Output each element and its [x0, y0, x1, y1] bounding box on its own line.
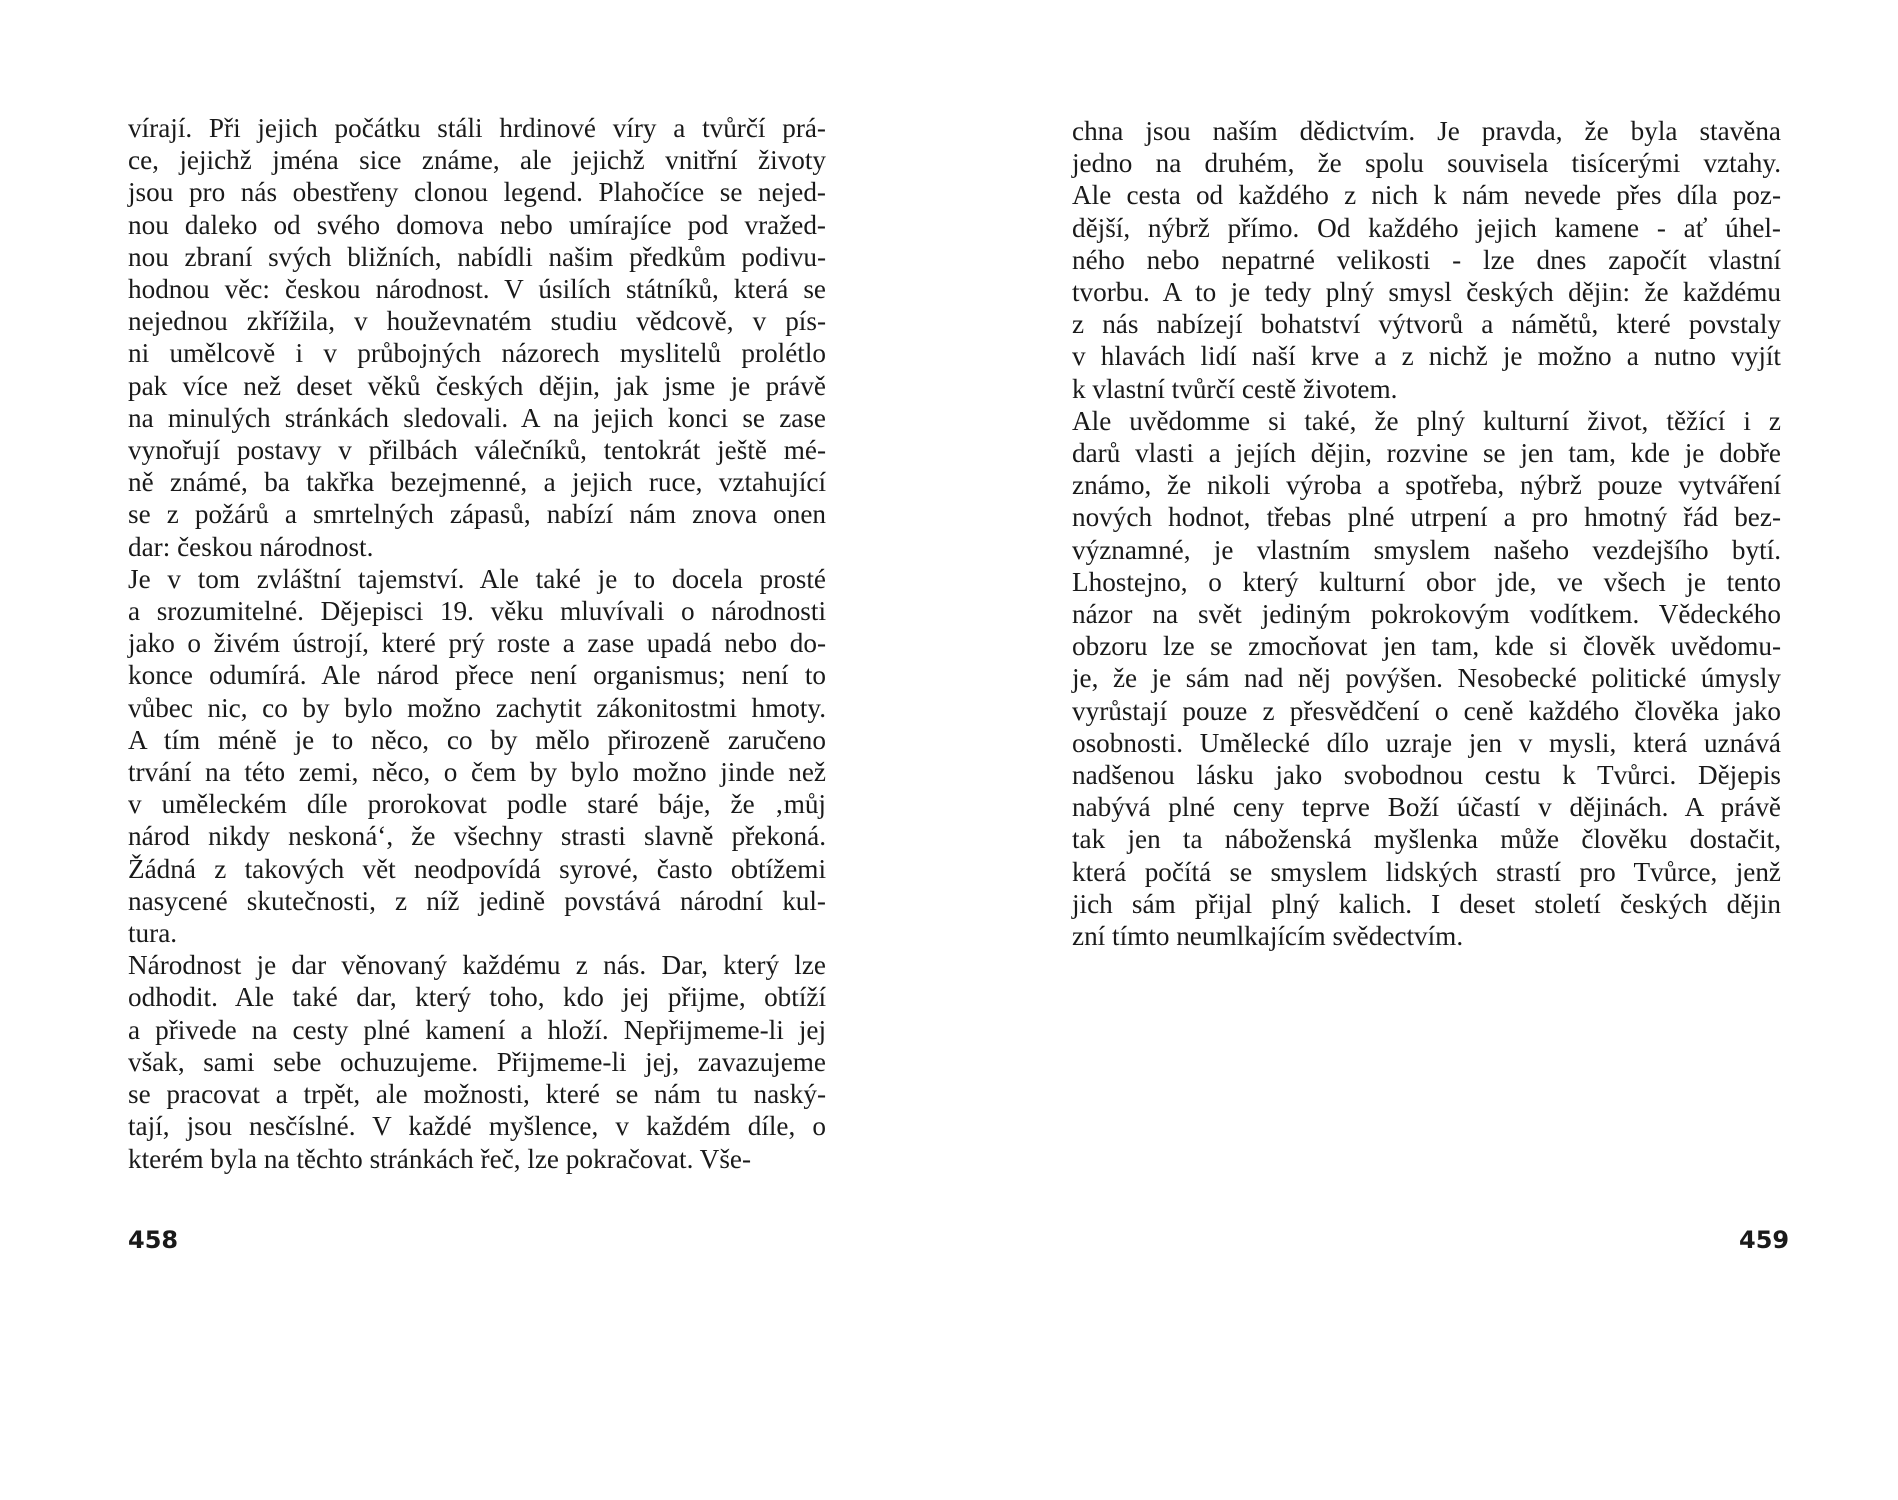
right-page-text: [1072, 115, 1781, 952]
page-number: 458: [128, 1226, 179, 1254]
text-line: a srozumitelné. Dějepisci 19. věku mluvívali o národnosti: [128, 596, 826, 627]
text-line: Ale uvědomme si také, že plný kulturní život, těžící i z: [1072, 405, 1781, 436]
text-line: ného nebo nepatrné velikosti - lze dnes započít vlastní: [1072, 244, 1781, 275]
text-line: nadšenou lásku jako svobodnou cestu k Tvůrci. Dějepis: [1072, 760, 1781, 791]
text-line: chna jsou naším dědictvím. Je pravda, že byla stavěna: [1072, 116, 1781, 146]
text-line: jsou pro nás obestřeny clonou legend. Plahočíce se nejed-: [128, 177, 826, 208]
text-line: tvorbu. A to je tedy plný smysl českých dějin: že každému: [1072, 277, 1781, 308]
text-line: nou daleko od svého domova nebo umírajíce pod vražed-: [128, 209, 826, 240]
text-line: však, sami sebe ochuzujeme. Přijmeme-li jej, zavazujeme: [128, 1046, 826, 1077]
text-line: tura.: [128, 918, 178, 949]
text-line: k vlastní tvůrčí cestě životem.: [1072, 373, 1398, 404]
text-line: vynořují postavy v přilbách válečníků, tentokrát ještě mé-: [128, 435, 826, 466]
text-line: nových hodnot, třebas plné utrpení a pro hmotný řád bez-: [1072, 502, 1781, 533]
text-line: Žádná z takových vět neodpovídá syrové, často obtížemi: [128, 853, 826, 884]
text-line: se z požárů a smrtelných zápasů, nabízí nám znova onen: [128, 499, 826, 530]
page-number: 459: [1739, 1226, 1790, 1254]
text-line: nabývá plné ceny teprve Boží účastí v dějinách. A právě: [1072, 792, 1781, 823]
text-line: osobnosti. Umělecké dílo uzraje jen v mysli, která uznává: [1072, 727, 1781, 758]
text-line: významné, je vlastním smyslem našeho vezdejšího bytí.: [1072, 534, 1781, 565]
text-line: na minulých stránkách sledovali. A na jejich konci se zase: [128, 402, 826, 433]
text-line: v hlavách lidí naší krve a z nichž je možno a nutno vyjít: [1072, 341, 1781, 372]
text-line: Národnost je dar věnovaný každému z nás. Dar, který lze: [128, 950, 826, 981]
text-line: nou zbraní svých bližních, nabídli našim předkům podivu-: [128, 241, 826, 272]
text-line: obzoru lze se zmocňovat jen tam, kde si člověk uvědomu-: [1072, 631, 1781, 662]
text-line: tak jen ta náboženská myšlenka může člověku dostačit,: [1072, 824, 1781, 855]
text-line: jako o živém ústrojí, které prý roste a zase upadá nebo do-: [128, 628, 826, 659]
text-line: která počítá se smyslem lidských strastí pro Tvůrce, jenž: [1072, 856, 1781, 887]
text-line: dější, nýbrž přímo. Od každého jejich kamene - ať úhel-: [1072, 212, 1781, 243]
text-line: Je v tom zvláštní tajemství. Ale také je to docela prosté: [128, 563, 826, 594]
text-line: jedno na druhém, že spolu souvisela tisícerými vztahy.: [1072, 148, 1781, 179]
text-line: vůbec nic, co by bylo možno zachytit zákonitostmi hmoty.: [128, 692, 826, 723]
text-line: ce, jejichž jména sice známe, ale jejichž vnitřní životy: [128, 145, 826, 176]
text-line: jich sám přijal plný kalich. I deset století českých dějin: [1072, 888, 1781, 919]
text-line: národ nikdy neskoná‘, že všechny strasti slavně překoná.: [128, 821, 826, 852]
text-line: ni umělcově i v průbojných názorech myslitelů prolétlo: [128, 338, 826, 369]
text-line: tají, jsou nesčíslné. V každé myšlence, v každém díle, o: [128, 1111, 826, 1142]
text-line: darů vlasti a jejích dějin, rozvine se jen tam, kde je dobře: [1072, 438, 1781, 469]
left-page-text: [128, 112, 826, 1175]
text-line: odhodit. Ale také dar, který toho, kdo jej přijme, obtíží: [128, 982, 826, 1013]
text-line: se pracovat a trpět, ale možnosti, které se nám tu naský-: [128, 1079, 826, 1110]
text-line: z nás nabízejí bohatství výtvorů a námětů, které povstaly: [1072, 309, 1781, 340]
text-line: názor na svět jediným pokrokovým vodítkem. Vědeckého: [1072, 599, 1781, 630]
text-line: trvání na této zemi, něco, o čem by bylo možno jinde než: [128, 757, 826, 788]
text-line: Ale cesta od každého z nich k nám nevede přes díla poz-: [1072, 180, 1781, 211]
text-line: ně známé, ba takřka bezejmenné, a jejich ruce, vztahující: [128, 467, 826, 498]
text-line: vírají. Při jejich počátku stáli hrdinové víry a tvůrčí prá-: [128, 113, 826, 143]
text-line: zní tímto neumlkajícím svědectvím.: [1072, 921, 1464, 952]
text-line: nejednou zkřížila, v houževnatém studiu vědcově, v pís-: [128, 306, 826, 337]
text-line: nasycené skutečnosti, z níž jedině povstává národní kul-: [128, 885, 826, 916]
text-line: kterém byla na těchto stránkách řeč, lze pokračovat. Vše-: [128, 1143, 752, 1174]
text-line: je, že je sám nad něj povýšen. Nesobecké politické úmysly: [1072, 663, 1781, 694]
text-line: a přivede na cesty plné kamení a hloží. Nepřijmeme-li jej: [128, 1014, 826, 1045]
text-line: Lhostejno, o který kulturní obor jde, ve všech je tento: [1072, 566, 1781, 597]
text-line: vyrůstají pouze z přesvědčení o ceně každého člověka jako: [1072, 695, 1781, 726]
text-line: dar: českou národnost.: [128, 531, 374, 562]
text-line: konce odumírá. Ale národ přece není organismus; není to: [128, 660, 826, 691]
text-line: známo, že nikoli výroba a spotřeba, nýbrž pouze vytváření: [1072, 470, 1781, 501]
text-line: pak více než deset věků českých dějin, jak jsme je právě: [128, 370, 826, 401]
text-line: hodnou věc: českou národnost. V úsilích státníků, která se: [128, 274, 826, 305]
right-page: [949, 0, 1898, 1500]
text-line: v uměleckém díle prorokovat podle staré báje, že ‚můj: [128, 789, 826, 820]
text-line: A tím méně je to něco, co by mělo přirozeně zaručeno: [128, 724, 826, 755]
